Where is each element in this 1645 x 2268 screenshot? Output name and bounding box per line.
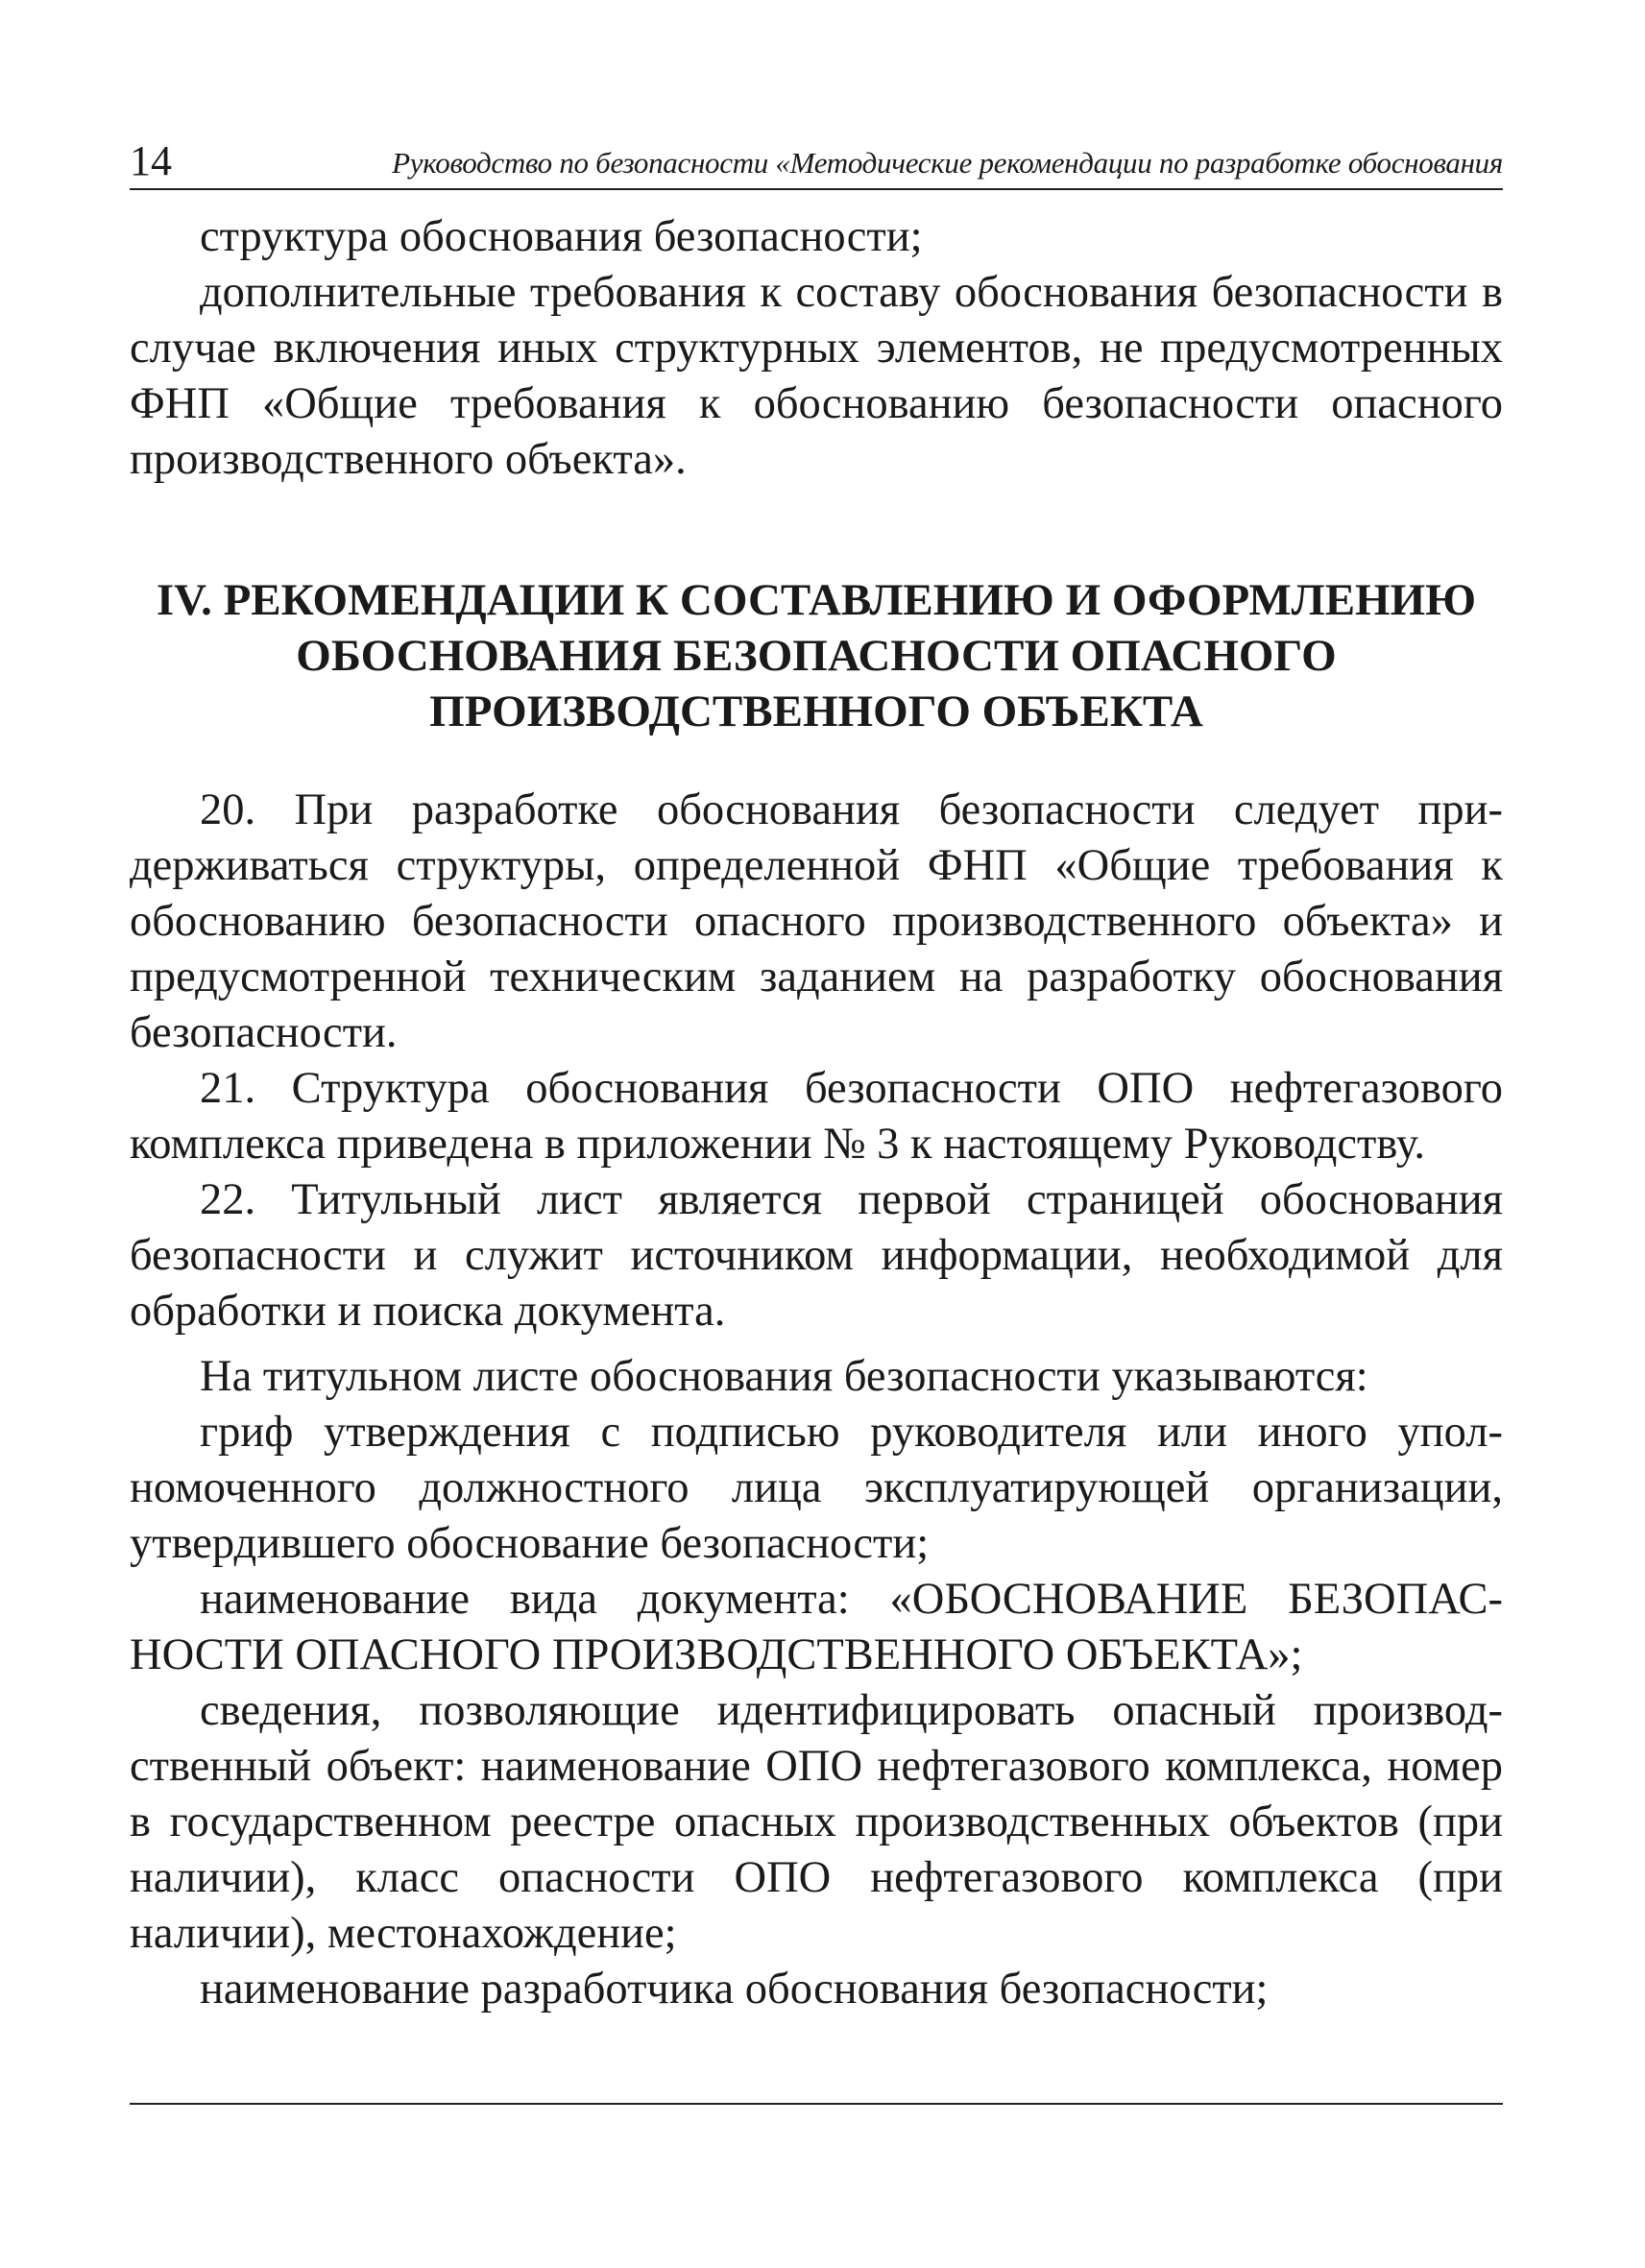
footer-divider <box>130 2103 1503 2105</box>
running-header <box>130 134 1503 190</box>
section-heading-line: ПРОИЗВОДСТВЕННОГО ОБЪЕКТА <box>429 687 1203 736</box>
list-item: гриф утверждения с подписью руководителя или иного уполномоченного должностного лица эксплуатирующей организации, утвердившего обоснование безопасности; <box>130 1408 1503 1568</box>
section-heading <box>130 572 1503 739</box>
list-item: наименование вида документа: «ОБОСНОВАНИЕ БЕЗОПАСНОСТИ ОПАСНОГО ПРОИЗВОДСТВЕННОГО ОБЪЕКТА»; <box>130 1575 1503 1679</box>
list-item: наименование разработчика обоснования безопасности; <box>200 1965 1269 2014</box>
running-title: Руководство по безопасности «Методические рекомендации по разработке обоснования <box>392 146 1503 180</box>
section-heading-line: IV. РЕКОМЕНДАЦИИ К СОСТАВЛЕНИЮ И ОФОРМЛЕНИЮ <box>156 575 1477 625</box>
paragraph-22: 22. Титульный лист является первой страницей обоснования безопасности и служит источником информации, необходимой для обработки и поиска документа. <box>130 1175 1503 1336</box>
paragraph-title-page-intro: На титульном листе обоснования безопасности указываются: <box>200 1352 1368 1401</box>
page-number: 14 <box>130 137 172 184</box>
section-heading-line: ОБОСНОВАНИЯ БЕЗОПАСНОСТИ ОПАСНОГО <box>296 631 1337 681</box>
paragraph-20: 20. При разработке обоснования безопасности следует придерживаться структуры, определенной ФНП «Общие требования к обоснованию безопасности опасного производственного объекта» и предусмотренной техническим заданием на разработку обоснования безопасности. <box>130 785 1503 1057</box>
list-item: дополнительные требования к составу обоснования безопасности в случае включения иных структурных элементов, не предусмотренных ФНП «Общие требования к обоснованию безопасности опасного производственного объекта». <box>130 268 1503 484</box>
list-item: структура обоснования безопасности; <box>200 212 923 261</box>
page-body <box>130 209 1503 2017</box>
paragraph-21: 21. Структура обоснования безопасности ОПО нефтегазового комплекса приведена в приложении № 3 к настоящему Руководству. <box>130 1064 1503 1169</box>
list-item: сведения, позволяющие идентифицировать опасный производственный объект: наименование ОПО нефтегазового комплекса, номер в государственном реестре опасных производственных объектов (при наличии), класс опасности ОПО нефтегазового комплекса (при наличии), местонахождение; <box>130 1686 1503 1958</box>
